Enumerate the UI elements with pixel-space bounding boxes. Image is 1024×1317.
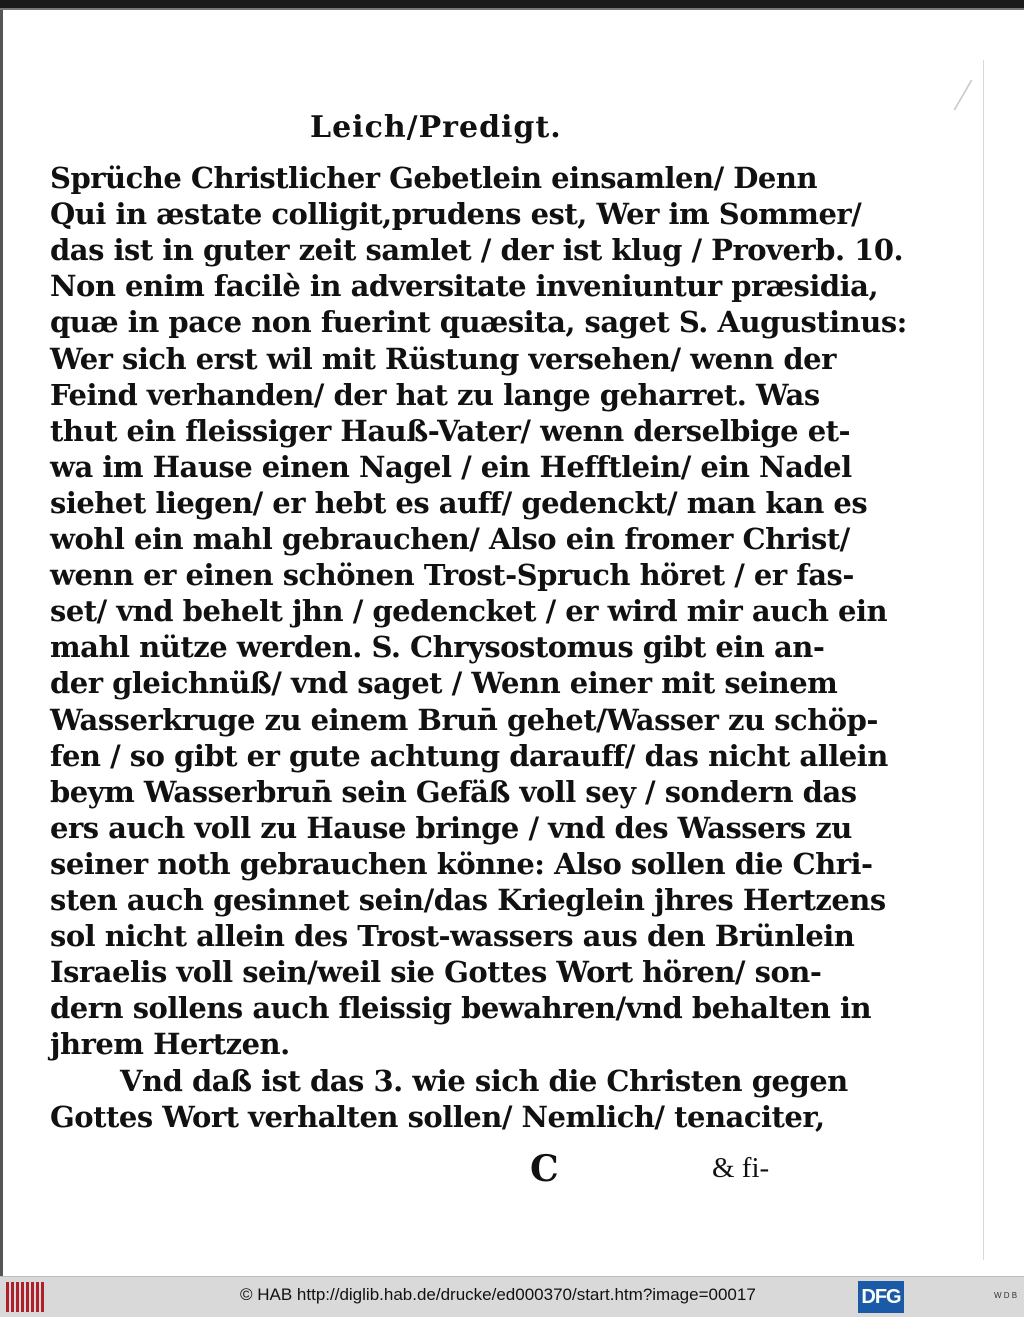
- text-line: das ist in guter zeit samlet / der ist klug / Proverb. 10.: [50, 233, 904, 268]
- text-line: der gleichnüß/ vnd saget / Wenn einer mit seinem: [50, 666, 838, 701]
- text-line: Gottes Wort verhalten sollen/ Nemlich/ tenaciter,: [50, 1099, 825, 1134]
- text-line: Wer sich erst wil mit Rüstung versehen/ wenn der: [50, 341, 836, 376]
- text-line: beym Wasserbrun̄ sein Gefäß voll sey / sondern das: [50, 774, 857, 809]
- dfg-logo[interactable]: DFG: [858, 1281, 904, 1313]
- text-line: fen / so gibt er gute achtung darauff/ das nicht allein: [50, 738, 888, 773]
- scan-artifact: [933, 80, 972, 110]
- text-line: Wasserkruge zu einem Brun̄ gehet/Wasser zu schöp-: [50, 702, 878, 737]
- catchword: & fi-: [712, 1152, 770, 1184]
- footer-copyright-link[interactable]: © HAB http://diglib.hab.de/drucke/ed000370/start.htm?image=00017: [240, 1285, 756, 1304]
- text-line: dern sollens auch fleissig bewahren/vnd behalten in: [50, 991, 872, 1026]
- viewer-footer: [0, 1276, 1024, 1317]
- text-line: siehet liegen/ er hebt es auff/ gedenckt/ man kan es: [50, 485, 868, 520]
- text-line: jhrem Hertzen.: [50, 1027, 290, 1062]
- text-line: Qui in æstate colligit,prudens est, Wer im Sommer/: [50, 197, 862, 232]
- text-line: seiner noth gebrauchen könne: Also sollen die Chri-: [50, 846, 873, 881]
- text-line: quæ in pace non fuerint quæsita, saget S. Augustinus:: [50, 305, 907, 340]
- text-line: Feind verhanden/ der hat zu lange geharret. Was: [50, 377, 820, 412]
- text-line: wohl ein mahl gebrauchen/ Also ein fromer Christ/: [50, 522, 850, 556]
- text-line: thut ein fleissiger Hauß-Vater/ wenn derselbige et-: [50, 413, 851, 448]
- text-line: sten auch gesinnet sein/das Krieglein jhres Hertzens: [50, 883, 886, 917]
- running-header: Leich/Predigt.: [310, 110, 562, 145]
- text-line: wenn er einen schönen Trost-Spruch höret / er fas-: [50, 558, 854, 593]
- scan-right-margin-line: [983, 60, 984, 1260]
- text-line: mahl nütze werden. S. Chrysostomus gibt ein an-: [50, 630, 825, 665]
- signature-mark: C: [530, 1148, 559, 1190]
- scan-top-edge: [0, 0, 1024, 8]
- wdb-label: W D B: [994, 1291, 1018, 1300]
- text-line: Israelis voll sein/weil sie Gottes Wort hören/ son-: [50, 955, 822, 990]
- scan-top-shadow: [0, 8, 1024, 10]
- text-line: ers auch voll zu Hause bringe / vnd des Wassers zu: [50, 810, 852, 845]
- text-line: Vnd daß ist das 3. wie sich die Christen gegen: [120, 1063, 848, 1098]
- text-line: sol nicht allein des Trost-wassers aus den Brünlein: [50, 919, 855, 954]
- scan-left-edge: [0, 10, 3, 1276]
- text-line: Non enim facilè in adversitate inveniuntur præsidia,: [50, 269, 879, 304]
- text-line: wa im Hause einen Nagel / ein Hefftlein/ ein Nadel: [50, 449, 852, 484]
- text-line: Sprüche Christlicher Gebetlein einsamlen/ Denn: [50, 161, 818, 195]
- text-line: set/ vnd behelt jhn / gedencket / er wird mir auch ein: [50, 594, 888, 629]
- library-logo-icon: [6, 1282, 46, 1312]
